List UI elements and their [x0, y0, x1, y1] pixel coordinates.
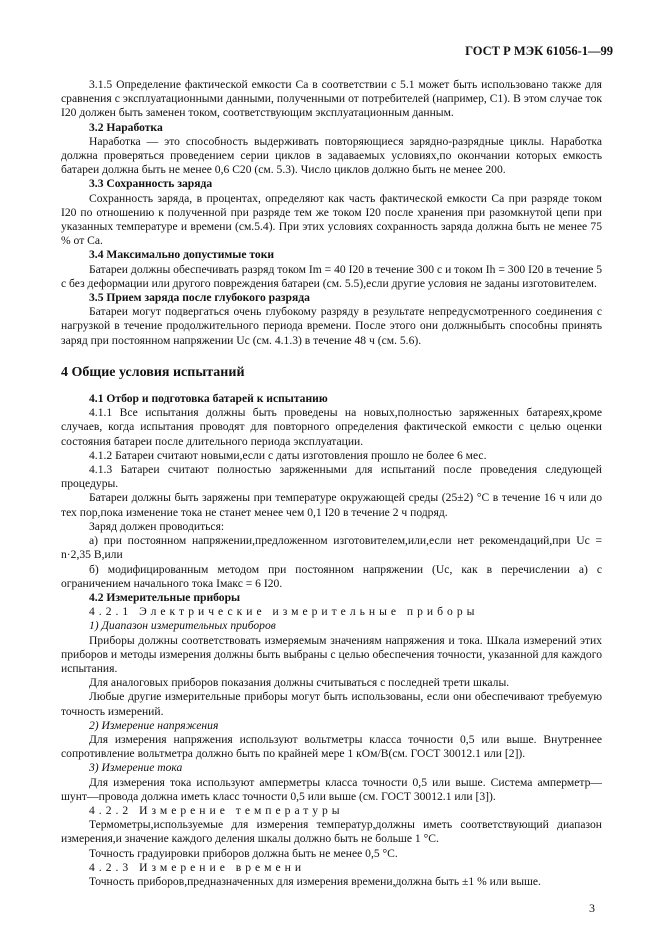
document-header: ГОСТ Р МЭК 61056-1—99 — [465, 44, 613, 58]
page-number: 3 — [589, 901, 595, 915]
paragraph-4-2-1-item-1: 1) Диапазон измерительных приборов — [89, 619, 276, 633]
paragraph-4-1-1: 4.1.1 Все испытания должны быть проведены на новых,полностью заряженных батареях,кроме случаев, когда испытания проводят для повторного определения фактической емкости с целью оценки состояния батареи после длительного периода эксплуатации. — [61, 406, 602, 448]
paragraph-4-2-2-a: Термометры,используемые для измерения температур,должны иметь соответствующий диапазон измерения,и значение каждого деления шкалы должно быть не больше 1 °С. — [61, 818, 602, 846]
paragraph-4-2-3-a: Точность приборов,предназначенных для измерения времени,должна быть ±1 % или выше. — [89, 874, 541, 888]
paragraph-4-2-1-item-3: 3) Измерение тока — [89, 761, 183, 775]
heading-4-2: 4.2 Измерительные приборы — [89, 590, 241, 604]
paragraph-3-5: Батареи могут подвергаться очень глубокому разряду в результате непредусмотренного соединения с нагрузкой в течение продолжительного периода времени. После этого они должныбыть способны принять заряд при постоянном напряжении Uс (см. 4.1.3) в течение 48 ч (см. 5.6). — [61, 305, 602, 347]
paragraph-4-1-3-d: а) при постоянном напряжении,предложенном изготовителем,или,если нет рекомендаций,при Uс = n·2,35 В,или — [61, 534, 602, 562]
document-body — [61, 78, 602, 889]
paragraph-4-1-3: 4.1.3 Батареи считают полностью заряженными для испытаний после проведения следующей процедуры. — [61, 463, 602, 491]
paragraph-4-2-1-item-2: 2) Измерение напряжения — [89, 718, 219, 732]
paragraph-4-1-2: 4.1.2 Батареи считают новыми,если с даты изготовления прошло не более 6 мес. — [89, 448, 487, 462]
paragraph-4-2-3: 4.2.3 Измерение времени — [89, 860, 306, 874]
paragraph-4-2-1-1c: Любые другие измерительные приборы могут быть использованы, если они обеспечивают требуемую точность измерений. — [61, 690, 602, 718]
paragraph-4-2-2: 4.2.2 Измерение температуры — [89, 803, 344, 817]
heading-3-2: 3.2 Наработка — [89, 120, 163, 134]
paragraph-4-2-1-1a: Приборы должны соответствовать измеряемым значениям напряжения и тока. Шкала измерений этих приборов и методы измерения должны быть выбраны с целью обеспечения точности, указанной для каждого испытания. — [61, 633, 602, 675]
paragraph-3-4: Батареи должны обеспечивать разряд током Im = 40 I20 в течение 300 с и током Ih = 300 I20 в течение 5 с без деформации или другого повреждения батареи (см. 5.5),если другие условия не заданы изготовителем. — [61, 262, 602, 290]
heading-4-1: 4.1 Отбор и подготовка батарей к испытанию — [89, 392, 328, 406]
paragraph-4-2-1-2a: Для измерения напряжения используют вольтметры класса точности 0,5 или выше. Внутреннее сопротивление вольтметра должно быть по крайней мере 1 кОм/В(см. ГОСТ 30012.1 или [2]). — [61, 732, 602, 761]
heading-3-3: 3.3 Сохранность заряда — [89, 177, 213, 191]
paragraph-3-3: Сохранность заряда, в процентах, определяют как часть фактической емкости Cа при разряде током I20 по отношению к полученной при разряде тем же током I20 после хранения при разомкнутой цепи при указанных температуре и времени (см.5.4). При этих условиях сохранность заряда должна быть не менее 75 % от Cа. — [61, 191, 602, 248]
heading-3-5: 3.5 Прием заряда после глубокого разряда — [89, 291, 310, 305]
paragraph-3-1-5: 3.1.5 Определение фактической емкости Cа в соответствии с 5.1 может быть использовано также для сравнения с эксплуатационными данными, полученными от потребителей (например, C1). В этом случае ток I20 должен быть заменен током, соответствующим эксплуатационным данным. — [61, 78, 602, 120]
paragraph-4-1-3-c: Заряд должен проводиться: — [89, 519, 225, 533]
heading-3-4: 3.4 Максимально допустимые токи — [89, 248, 275, 262]
paragraph-4-2-1-1b: Для аналоговых приборов показания должны считываться с последней трети шкалы. — [89, 676, 510, 690]
paragraph-4-1-3-b: Батареи должны быть заряжены при температуре окружающей среды (25±2) °С в течение 16 ч или до тех пор,пока изменение тока не станет менее чем 0,1 I20 в течение 2 ч подряд. — [61, 491, 602, 519]
paragraph-4-2-2-b: Точность градуировки приборов должна быть не менее 0,5 °С. — [89, 846, 398, 860]
section-4-title: 4 Общие условия испытаний — [61, 364, 245, 380]
paragraph-4-2-1-3a: Для измерения тока используют амперметры класса точности 0,5 или выше. Система амперметр—шунт—провода должна иметь класс точности 0,5 или выше (см. ГОСТ 30012.1 или [3]). — [61, 775, 602, 803]
paragraph-3-2: Наработка — это способность выдерживать повторяющиеся зарядно-разрядные циклы. Наработка должна проверяться проведением серии циклов в задаваемых условиях,по окончании которых емкость батареи должна быть не менее 0,6 C20 (см. 5.3). Число циклов должно быть не менее 200. — [61, 134, 602, 177]
paragraph-4-2-1: 4.2.1 Электрические измерительные приборы — [89, 605, 479, 619]
paragraph-4-1-3-e: б) модифицированным методом при постоянном напряжении (Uс, как в перечислении а) с ограничением начального тока Iмакс = 6 I20. — [61, 562, 602, 590]
